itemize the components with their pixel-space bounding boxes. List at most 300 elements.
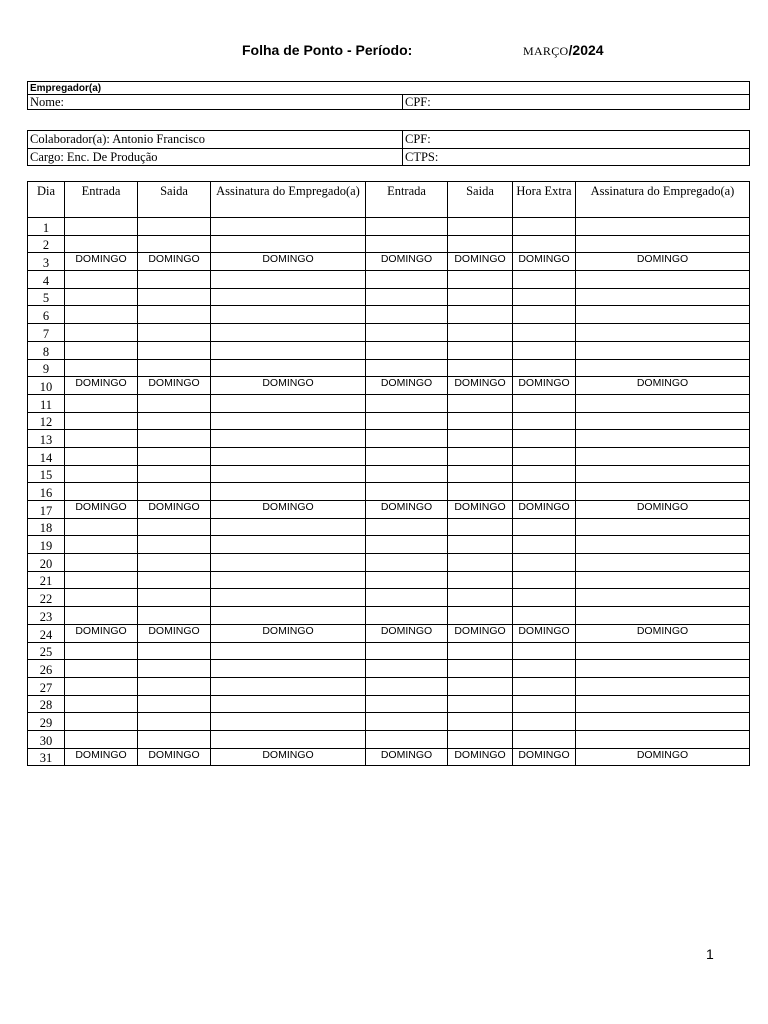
time-cell — [366, 359, 448, 377]
time-cell — [576, 359, 750, 377]
time-cell: DOMINGO — [138, 377, 211, 395]
day-number: 14 — [28, 447, 65, 465]
time-cell — [513, 660, 576, 678]
time-cell — [366, 324, 448, 342]
table-row — [28, 730, 750, 748]
time-cell: DOMINGO — [65, 624, 138, 642]
time-cell — [211, 465, 366, 483]
time-cell: DOMINGO — [65, 253, 138, 271]
time-cell: DOMINGO — [513, 624, 576, 642]
time-cell — [65, 536, 138, 554]
time-cell — [366, 412, 448, 430]
day-number: 5 — [28, 288, 65, 306]
table-row — [28, 359, 750, 377]
time-cell — [366, 713, 448, 731]
time-cell — [576, 271, 750, 289]
column-header: Entrada — [366, 182, 448, 218]
timesheet-header-row — [28, 182, 750, 218]
time-cell — [576, 324, 750, 342]
time-cell — [576, 536, 750, 554]
time-cell: DOMINGO — [448, 748, 513, 766]
table-row — [28, 306, 750, 324]
time-cell — [366, 589, 448, 607]
time-cell — [138, 730, 211, 748]
time-cell: DOMINGO — [513, 253, 576, 271]
time-cell — [211, 430, 366, 448]
time-cell — [65, 412, 138, 430]
time-cell — [211, 271, 366, 289]
time-cell — [448, 607, 513, 625]
time-cell — [576, 518, 750, 536]
table-row — [28, 465, 750, 483]
time-cell — [211, 695, 366, 713]
time-cell — [448, 412, 513, 430]
time-cell — [211, 218, 366, 236]
employer-section-label: Empregador(a) — [28, 82, 750, 95]
time-cell — [211, 607, 366, 625]
time-cell — [211, 324, 366, 342]
time-cell — [138, 677, 211, 695]
time-cell — [576, 571, 750, 589]
column-header: Entrada — [65, 182, 138, 218]
time-cell — [138, 713, 211, 731]
employer-name-field: Nome: — [28, 95, 403, 110]
time-cell — [576, 713, 750, 731]
time-cell — [513, 394, 576, 412]
column-header: Dia — [28, 182, 65, 218]
time-cell — [211, 677, 366, 695]
day-number: 1 — [28, 218, 65, 236]
column-header: Saida — [138, 182, 211, 218]
day-number: 9 — [28, 359, 65, 377]
time-cell — [211, 536, 366, 554]
time-cell — [211, 359, 366, 377]
employee-name-field: Colaborador(a): Antonio Francisco — [28, 131, 403, 149]
day-number: 25 — [28, 642, 65, 660]
time-cell: DOMINGO — [138, 253, 211, 271]
time-cell — [448, 660, 513, 678]
time-cell — [366, 607, 448, 625]
time-cell — [513, 218, 576, 236]
time-cell: DOMINGO — [366, 501, 448, 519]
time-cell — [513, 341, 576, 359]
time-cell — [211, 288, 366, 306]
time-cell — [513, 713, 576, 731]
time-cell — [513, 571, 576, 589]
time-cell — [513, 536, 576, 554]
table-row — [28, 377, 750, 395]
time-cell — [576, 447, 750, 465]
time-cell — [366, 465, 448, 483]
time-cell — [65, 660, 138, 678]
day-number: 21 — [28, 571, 65, 589]
time-cell — [366, 730, 448, 748]
time-cell — [448, 730, 513, 748]
time-cell — [65, 288, 138, 306]
time-cell — [65, 677, 138, 695]
time-cell — [138, 518, 211, 536]
time-cell: DOMINGO — [366, 377, 448, 395]
time-cell — [513, 447, 576, 465]
time-cell: DOMINGO — [576, 748, 750, 766]
time-cell — [448, 288, 513, 306]
day-number: 2 — [28, 235, 65, 253]
table-row — [28, 536, 750, 554]
time-cell — [138, 554, 211, 572]
time-cell — [138, 412, 211, 430]
time-cell — [576, 341, 750, 359]
time-cell — [576, 430, 750, 448]
time-cell — [513, 589, 576, 607]
time-cell: DOMINGO — [211, 501, 366, 519]
table-row — [28, 607, 750, 625]
time-cell — [576, 589, 750, 607]
time-cell — [138, 695, 211, 713]
period-month: MARÇO — [523, 44, 569, 58]
time-cell — [65, 447, 138, 465]
time-cell — [366, 288, 448, 306]
time-cell: DOMINGO — [366, 624, 448, 642]
time-cell — [576, 483, 750, 501]
time-cell: DOMINGO — [138, 748, 211, 766]
column-header: Assinatura do Empregado(a) — [576, 182, 750, 218]
time-cell — [211, 483, 366, 501]
table-row — [28, 447, 750, 465]
day-number: 30 — [28, 730, 65, 748]
time-cell — [366, 218, 448, 236]
time-cell — [138, 465, 211, 483]
time-cell — [366, 430, 448, 448]
table-row — [28, 235, 750, 253]
time-cell: DOMINGO — [448, 253, 513, 271]
time-cell — [65, 324, 138, 342]
time-cell — [65, 359, 138, 377]
table-row — [28, 218, 750, 236]
time-cell — [513, 324, 576, 342]
table-row — [28, 624, 750, 642]
day-number: 16 — [28, 483, 65, 501]
time-cell — [576, 288, 750, 306]
time-cell: DOMINGO — [211, 377, 366, 395]
time-cell: DOMINGO — [65, 377, 138, 395]
time-cell — [211, 589, 366, 607]
employee-role-field: Cargo: Enc. De Produção — [28, 148, 403, 166]
time-cell — [366, 642, 448, 660]
day-number: 26 — [28, 660, 65, 678]
time-cell — [138, 589, 211, 607]
day-number: 29 — [28, 713, 65, 731]
table-row — [28, 518, 750, 536]
time-cell — [513, 306, 576, 324]
time-cell: DOMINGO — [211, 624, 366, 642]
time-cell — [576, 554, 750, 572]
time-cell — [448, 218, 513, 236]
table-row — [28, 271, 750, 289]
time-cell — [65, 430, 138, 448]
time-cell: DOMINGO — [138, 624, 211, 642]
time-cell: DOMINGO — [138, 501, 211, 519]
time-cell: DOMINGO — [576, 501, 750, 519]
time-cell — [65, 306, 138, 324]
day-number: 23 — [28, 607, 65, 625]
table-row — [28, 571, 750, 589]
time-cell: DOMINGO — [576, 253, 750, 271]
time-cell — [211, 642, 366, 660]
employee-ctps-field: CTPS: — [403, 148, 750, 166]
table-row — [28, 748, 750, 766]
time-cell — [65, 571, 138, 589]
day-number: 17 — [28, 501, 65, 519]
time-cell — [65, 235, 138, 253]
document-header — [0, 42, 768, 62]
time-cell — [211, 394, 366, 412]
time-cell — [513, 554, 576, 572]
time-cell — [211, 447, 366, 465]
table-row — [28, 642, 750, 660]
time-cell: DOMINGO — [211, 253, 366, 271]
time-cell: DOMINGO — [576, 377, 750, 395]
time-cell — [366, 554, 448, 572]
time-cell — [138, 324, 211, 342]
time-cell — [65, 554, 138, 572]
time-cell — [448, 483, 513, 501]
time-cell — [65, 394, 138, 412]
employer-cpf-field: CPF: — [403, 95, 750, 110]
table-row — [28, 695, 750, 713]
column-header: Assinatura do Empregado(a) — [211, 182, 366, 218]
time-cell — [65, 642, 138, 660]
time-cell — [448, 642, 513, 660]
time-cell — [448, 677, 513, 695]
time-cell — [448, 324, 513, 342]
timesheet-table — [27, 181, 750, 766]
time-cell — [366, 518, 448, 536]
time-cell — [366, 306, 448, 324]
time-cell — [65, 730, 138, 748]
table-row — [28, 554, 750, 572]
day-number: 19 — [28, 536, 65, 554]
day-number: 22 — [28, 589, 65, 607]
time-cell: DOMINGO — [576, 624, 750, 642]
time-cell — [448, 359, 513, 377]
time-cell — [138, 359, 211, 377]
time-cell — [138, 288, 211, 306]
time-cell — [65, 271, 138, 289]
time-cell: DOMINGO — [65, 501, 138, 519]
time-cell: DOMINGO — [366, 748, 448, 766]
time-cell — [448, 341, 513, 359]
time-cell — [366, 271, 448, 289]
time-cell — [576, 677, 750, 695]
table-row — [28, 288, 750, 306]
time-cell — [138, 394, 211, 412]
time-cell — [448, 430, 513, 448]
time-cell: DOMINGO — [65, 748, 138, 766]
table-row — [28, 501, 750, 519]
time-cell — [211, 235, 366, 253]
table-row — [28, 341, 750, 359]
time-cell — [65, 218, 138, 236]
table-row — [28, 677, 750, 695]
day-number: 3 — [28, 253, 65, 271]
day-number: 27 — [28, 677, 65, 695]
time-cell — [513, 412, 576, 430]
time-cell — [138, 430, 211, 448]
time-cell — [366, 394, 448, 412]
time-cell — [366, 660, 448, 678]
time-cell — [448, 695, 513, 713]
table-row — [28, 589, 750, 607]
time-cell — [366, 341, 448, 359]
time-cell — [576, 695, 750, 713]
table-row — [28, 713, 750, 731]
time-cell: DOMINGO — [448, 624, 513, 642]
time-cell — [448, 518, 513, 536]
time-cell: DOMINGO — [448, 377, 513, 395]
table-row — [28, 412, 750, 430]
time-cell — [366, 571, 448, 589]
time-cell — [513, 483, 576, 501]
day-number: 20 — [28, 554, 65, 572]
time-cell — [448, 306, 513, 324]
time-cell — [448, 465, 513, 483]
time-cell: DOMINGO — [366, 253, 448, 271]
time-cell — [576, 660, 750, 678]
time-cell — [513, 465, 576, 483]
time-cell — [138, 235, 211, 253]
time-cell — [513, 430, 576, 448]
time-cell — [448, 554, 513, 572]
time-cell — [576, 306, 750, 324]
time-cell — [513, 695, 576, 713]
day-number: 28 — [28, 695, 65, 713]
day-number: 24 — [28, 624, 65, 642]
time-cell — [448, 271, 513, 289]
time-cell — [576, 394, 750, 412]
time-cell — [366, 695, 448, 713]
day-number: 7 — [28, 324, 65, 342]
time-cell — [138, 447, 211, 465]
page-number: 1 — [706, 946, 714, 962]
time-cell — [513, 677, 576, 695]
employee-table — [27, 130, 750, 166]
time-cell — [576, 730, 750, 748]
time-cell — [366, 483, 448, 501]
time-cell — [576, 218, 750, 236]
time-cell: DOMINGO — [513, 748, 576, 766]
day-number: 8 — [28, 341, 65, 359]
table-row — [28, 394, 750, 412]
time-cell — [211, 660, 366, 678]
time-cell — [211, 554, 366, 572]
time-cell — [513, 271, 576, 289]
time-cell — [138, 536, 211, 554]
time-cell — [65, 695, 138, 713]
time-cell: DOMINGO — [448, 501, 513, 519]
time-cell: DOMINGO — [513, 501, 576, 519]
time-cell — [513, 518, 576, 536]
time-cell — [138, 660, 211, 678]
employee-cpf-field: CPF: — [403, 131, 750, 149]
day-number: 11 — [28, 394, 65, 412]
day-number: 12 — [28, 412, 65, 430]
time-cell — [65, 713, 138, 731]
time-cell — [513, 288, 576, 306]
time-cell — [448, 235, 513, 253]
time-cell — [513, 642, 576, 660]
time-cell — [65, 465, 138, 483]
time-cell — [211, 518, 366, 536]
time-cell — [576, 412, 750, 430]
time-cell — [366, 235, 448, 253]
period-year: /2024 — [568, 42, 604, 58]
day-number: 31 — [28, 748, 65, 766]
table-row — [28, 483, 750, 501]
time-cell — [211, 306, 366, 324]
table-row — [28, 324, 750, 342]
document-title: Folha de Ponto - Período: — [242, 42, 413, 58]
time-cell — [576, 465, 750, 483]
time-cell — [366, 447, 448, 465]
time-cell — [211, 730, 366, 748]
time-cell — [211, 571, 366, 589]
time-cell — [138, 306, 211, 324]
time-cell — [448, 536, 513, 554]
employer-table — [27, 81, 750, 110]
column-header: Hora Extra — [513, 182, 576, 218]
time-cell — [65, 607, 138, 625]
day-number: 13 — [28, 430, 65, 448]
time-cell — [211, 713, 366, 731]
table-row — [28, 430, 750, 448]
time-cell: DOMINGO — [513, 377, 576, 395]
time-cell — [211, 341, 366, 359]
day-number: 6 — [28, 306, 65, 324]
time-cell — [448, 589, 513, 607]
time-cell — [65, 589, 138, 607]
day-number: 18 — [28, 518, 65, 536]
time-cell — [138, 218, 211, 236]
time-cell — [138, 607, 211, 625]
time-cell — [138, 571, 211, 589]
day-number: 10 — [28, 377, 65, 395]
time-cell — [576, 235, 750, 253]
time-cell: DOMINGO — [211, 748, 366, 766]
day-number: 15 — [28, 465, 65, 483]
time-cell — [448, 447, 513, 465]
time-cell — [513, 730, 576, 748]
period-value — [523, 42, 604, 60]
time-cell — [65, 483, 138, 501]
time-cell — [211, 412, 366, 430]
day-number: 4 — [28, 271, 65, 289]
table-row — [28, 253, 750, 271]
time-cell — [576, 607, 750, 625]
time-cell — [138, 341, 211, 359]
time-cell — [138, 271, 211, 289]
time-cell — [138, 642, 211, 660]
time-cell — [65, 518, 138, 536]
time-cell — [366, 536, 448, 554]
time-cell — [576, 642, 750, 660]
column-header: Saida — [448, 182, 513, 218]
time-cell — [513, 607, 576, 625]
table-row — [28, 660, 750, 678]
time-cell — [366, 677, 448, 695]
time-cell — [448, 394, 513, 412]
time-cell — [448, 571, 513, 589]
time-cell — [513, 359, 576, 377]
